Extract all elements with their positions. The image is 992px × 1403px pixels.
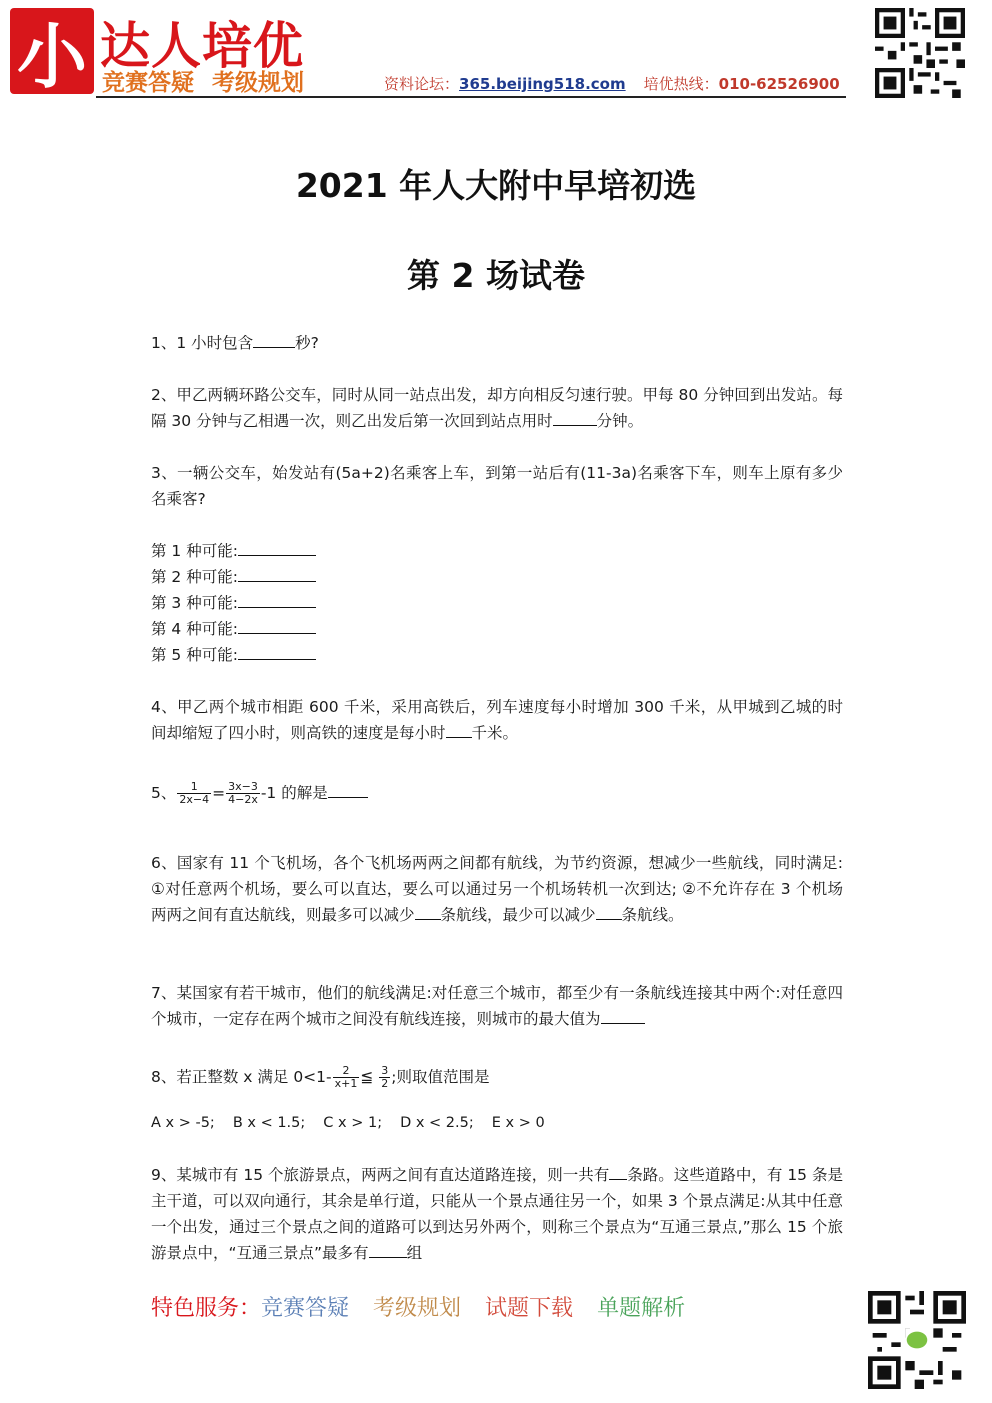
footer-item-download[interactable]: 试题下载	[485, 1296, 574, 1321]
footer-item-contest-qa[interactable]: 竞赛答疑	[261, 1296, 350, 1321]
choice-a[interactable]: A x > -5;	[151, 1115, 215, 1131]
logo-mark: 小	[10, 8, 94, 94]
question-7: 7、某国家有若干城市，他们的航线满足:对任意三个城市，都至少有一条航线连接其中两个:对任意四个城市，一定存在两个城市之间没有航线连接，则城市的最大值为	[151, 984, 843, 1028]
footer-item-analysis[interactable]: 单题解析	[597, 1296, 686, 1321]
question-3-options	[151, 538, 843, 668]
fraction: $\frac{3x-3}{4-2x}$	[228, 780, 258, 806]
question-8: 8、若正整数 x 满足 0<1- $\frac{2}{x+1}$ ≦ $\frac{3}{2}$ ;则取值范围是	[151, 1064, 490, 1090]
fraction: $\frac{2}{x+1}$	[334, 1064, 358, 1090]
hotline-number: 010-62526900	[718, 75, 840, 93]
answer-blank[interactable]	[609, 1165, 627, 1180]
contact-line	[384, 73, 840, 94]
answer-blank[interactable]	[328, 783, 368, 798]
question-1: 1、1 小时包含 秒?	[151, 334, 319, 352]
footer-item-grading-plan[interactable]: 考级规划	[373, 1296, 462, 1321]
tagline-1: 竞赛答疑	[102, 70, 194, 96]
question-5: 5、 $\frac{1}{2x-4}$ = $\frac{3x-3}{4-2x}$ -1 的解是	[151, 780, 843, 806]
qr-code-icon	[874, 8, 966, 98]
choice-c[interactable]: C x > 1;	[323, 1115, 383, 1131]
fraction: $\frac{1}{2x-4}$	[179, 780, 210, 806]
footer-label: 特色服务：	[151, 1296, 262, 1321]
option-line: 第 5 种可能:	[151, 642, 843, 668]
question-6: 6、国家有 11 个飞机场，各个飞机场两两之间都有航线，为节约资源，想减少一些航线，同时满足: ①对任意两个机场，要么可以直达，要么可以通过另一个机场转机一次到达; ②不允许存在 3 个机场两两之间有直达航线，则最多可以减少 条航线，最少可以减少 条航线。	[151, 854, 843, 924]
option-line: 第 3 种可能:	[151, 590, 843, 616]
page-subtitle: 第 2 场试卷	[407, 256, 585, 295]
choice-e[interactable]: E x > 0	[491, 1115, 545, 1131]
wechat-qr-code-icon	[868, 1290, 966, 1390]
question-3: 3、一辆公交车，始发站有(5a+2)名乘客上车，到第一站后有(11-3a)名乘客下车，则车上原有多少名乘客?	[151, 464, 843, 508]
question-2: 2、甲乙两辆环路公交车，同时从同一站点出发，却方向相反匀速行驶。甲每 80 分钟回到出发站。每隔 30 分钟与乙相遇一次，则乙出发后第一次回到站点用时 分钟。	[151, 386, 843, 430]
question-4: 4、甲乙两个城市相距 600 千米，采用高铁后，列车速度每小时增加 300 千米，从甲城到乙城的时间却缩短了四小时，则高铁的速度是每小时 千米。	[151, 698, 843, 742]
choice-d[interactable]: D x < 2.5;	[400, 1115, 474, 1131]
answer-blank[interactable]	[601, 1009, 645, 1024]
answer-blank[interactable]	[253, 333, 295, 348]
fraction: $\frac{3}{2}$	[381, 1064, 389, 1090]
answer-blank[interactable]	[596, 905, 622, 920]
page-title: 2021 年人大附中早培初选	[295, 166, 697, 205]
answer-blank[interactable]	[238, 593, 316, 608]
question-8-options	[151, 1110, 843, 1136]
answer-blank[interactable]	[446, 723, 472, 738]
brand-name: 达人培优	[100, 17, 304, 75]
question-9: 9、某城市有 15 个旅游景点，两两之间有直达道路连接，则一共有 条路。这些道路中，有 15 条是主干道，可以双向通行，其余是单行道，只能从一个景点通往另一个，如果 3 个景点满足:从其中任意一个出发，通过三个景点之间的道路可以到达另外两个，则称三个景点为“互通三景点,”那么 15 个旅游景点中，“互通三景点”最多有 组	[151, 1166, 843, 1262]
answer-blank[interactable]	[238, 645, 316, 660]
choice-b[interactable]: B x < 1.5;	[232, 1115, 306, 1131]
option-line: 第 2 种可能:	[151, 564, 843, 590]
brand-tagline	[102, 64, 322, 97]
header-divider	[96, 96, 846, 98]
answer-blank[interactable]	[415, 905, 441, 920]
answer-blank[interactable]	[238, 541, 316, 556]
tagline-2: 考级规划	[212, 70, 304, 96]
answer-blank[interactable]	[238, 619, 316, 634]
option-line: 第 4 种可能:	[151, 616, 843, 642]
forum-label: 资料论坛：	[384, 75, 460, 93]
answer-blank[interactable]	[238, 567, 316, 582]
option-line: 第 1 种可能:	[151, 538, 843, 564]
forum-link[interactable]: 365.beijing518.com	[459, 75, 626, 93]
answer-blank[interactable]	[553, 411, 597, 426]
answer-blank[interactable]	[369, 1243, 407, 1258]
service-footer	[151, 1291, 709, 1322]
hotline-label: 培优热线：	[643, 75, 719, 93]
